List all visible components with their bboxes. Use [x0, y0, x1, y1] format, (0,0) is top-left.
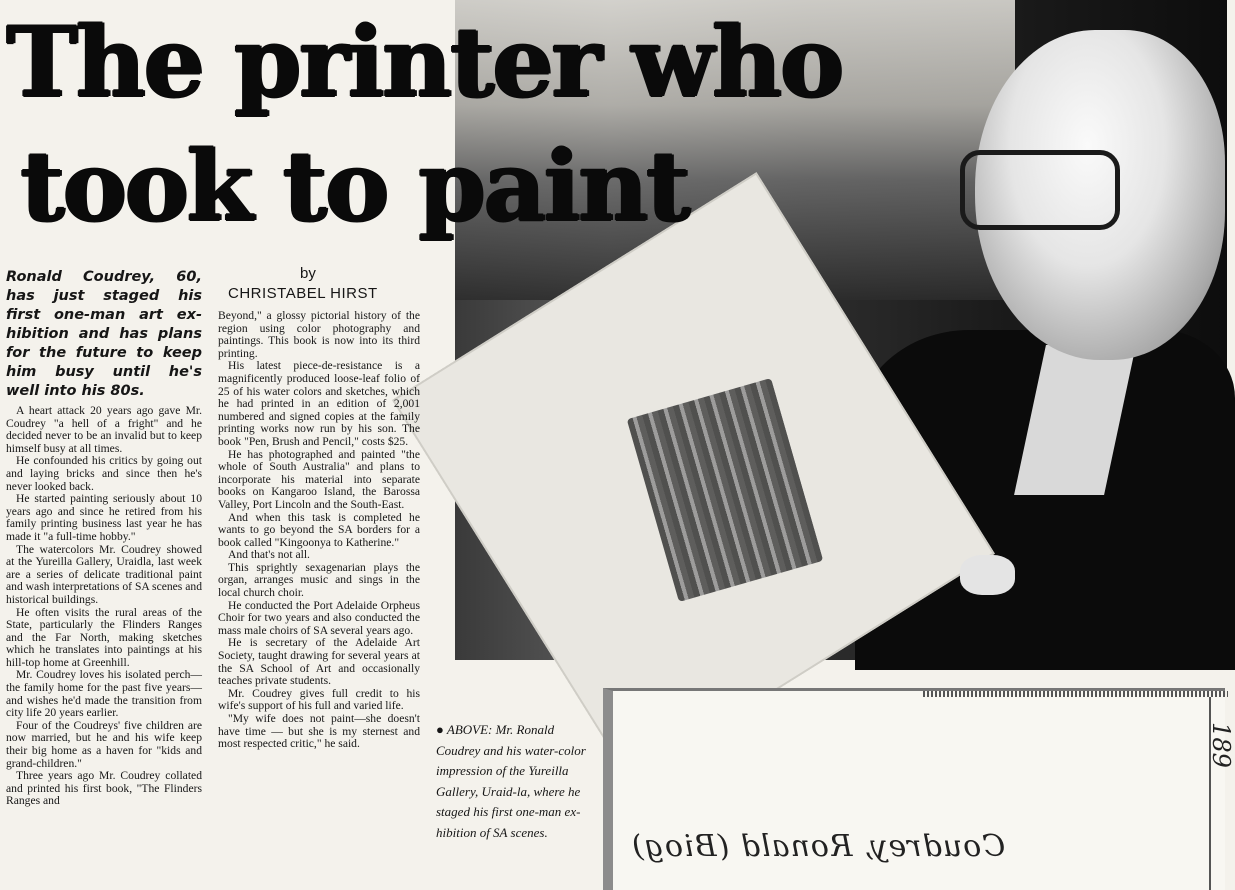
intro-line: Ronald Coudrey, 60,: [6, 269, 202, 285]
byline-by: by: [300, 265, 316, 282]
paragraph: And when this task is completed he wants to go beyond the SA borders for a book called "Kingoonya to Katherine.": [218, 510, 420, 549]
paragraph: He has photographed and painted "the whole of South Australia" and plans to incorporate his material into separate books on Kangaroo Island, the Barossa Valley, Port Lincoln and the South-East.: [218, 447, 420, 511]
paragraph: The watercolors Mr. Coudrey showed at the Yureilla Gallery, Uraidla, last week are a series of delicate traditional paint and wash interpretations of SA scenes and historical buildings.: [6, 542, 202, 606]
paragraph: He conducted the Port Adelaide Orpheus Choir for two years and also conducted the mass male choirs of SA several years ago.: [218, 598, 420, 637]
bullet-icon: ●: [436, 722, 444, 737]
paragraph: Four of the Coudreys' five children are now married, but he and his wife keep their big home as a haven for "kids and grand-children.": [6, 718, 202, 770]
paragraph: His latest piece-de-resistance is a magnificently produced loose-leaf folio of 25 of his water colors and sketches, which he had printed in an edition of 2,001 numbered and signed copies at the family printing works now run by his son. The book "Pen, Brush and Pencil," costs $25.: [218, 359, 420, 448]
paragraph: He confounded his critics by going out and laying bricks and since then he's never looked back.: [6, 454, 202, 493]
paragraph: Mr. Coudrey gives full credit to his wife's support of his full and varied life.: [218, 686, 420, 713]
article-column-2: [218, 310, 420, 751]
article-column-1: [6, 405, 202, 808]
paragraph: Beyond," a glossy pictorial history of the region using color photography and paintings. This book is now into its third printing.: [218, 309, 420, 360]
card-perforation: [923, 691, 1228, 697]
intro-standfirst: [6, 268, 202, 401]
intro-line: him busy until he's: [6, 364, 202, 380]
paragraph: He is secretary of the Adelaide Art Society, taught drawing for several years at the SA School of Art and occasionally teaches private students.: [218, 636, 420, 688]
paragraph: Three years ago Mr. Coudrey collated and printed his first book, "The Flinders Ranges and: [6, 769, 202, 808]
photo-glasses: [960, 150, 1120, 230]
intro-line: well into his 80s.: [6, 383, 145, 399]
handwritten-index-entry: Coudrey, Ronald (Biog): [631, 829, 1006, 864]
caption-text: ABOVE: Mr. Ronald Coudrey and his water-color impression of the Yureilla Gallery, Uraid-la, where he staged his first one-man ex-hibition of SA scenes.: [436, 722, 586, 840]
headline-line-2: took to paint: [20, 130, 689, 243]
byline-author: CHRISTABEL HIRST: [228, 285, 378, 302]
paragraph: Mr. Coudrey loves his isolated perch—the family home for the past five years—and wishes he'd made the transition from city life 20 years earlier.: [6, 668, 202, 720]
paragraph: And that's not all.: [228, 548, 310, 562]
intro-line: has just staged his: [6, 288, 202, 304]
photo-hand: [960, 555, 1015, 595]
intro-line: for the future to keep: [6, 345, 202, 361]
handwritten-margin-number: 189: [1206, 722, 1235, 768]
intro-line: hibition and has plans: [6, 326, 202, 342]
paragraph: He started painting seriously about 10 years ago and since he retired from his family printing business last year he has made it "a full-time hobby.": [6, 492, 202, 543]
archive-index-card: [603, 688, 1235, 890]
intro-line: first one-man art ex-: [6, 307, 202, 323]
paragraph: A heart attack 20 years ago gave Mr. Coudrey "a hell of a fright" and he decided never to be an invalid but to keep himself busy at all times.: [6, 404, 202, 455]
headline-line-1: The printer who: [6, 6, 842, 119]
photo-caption: [436, 720, 596, 844]
paragraph: "My wife does not paint—she doesn't have time — but she is my sternest and most respected critic," he said.: [218, 712, 420, 751]
paragraph: He often visits the rural areas of the State, particularly the Flinders Ranges and the Far North, making sketches which he translates into paintings at his hill-top home at Greenhill.: [6, 605, 202, 669]
paragraph: This sprightly sexagenarian plays the organ, arranges music and sings in the local church choir.: [218, 560, 420, 600]
